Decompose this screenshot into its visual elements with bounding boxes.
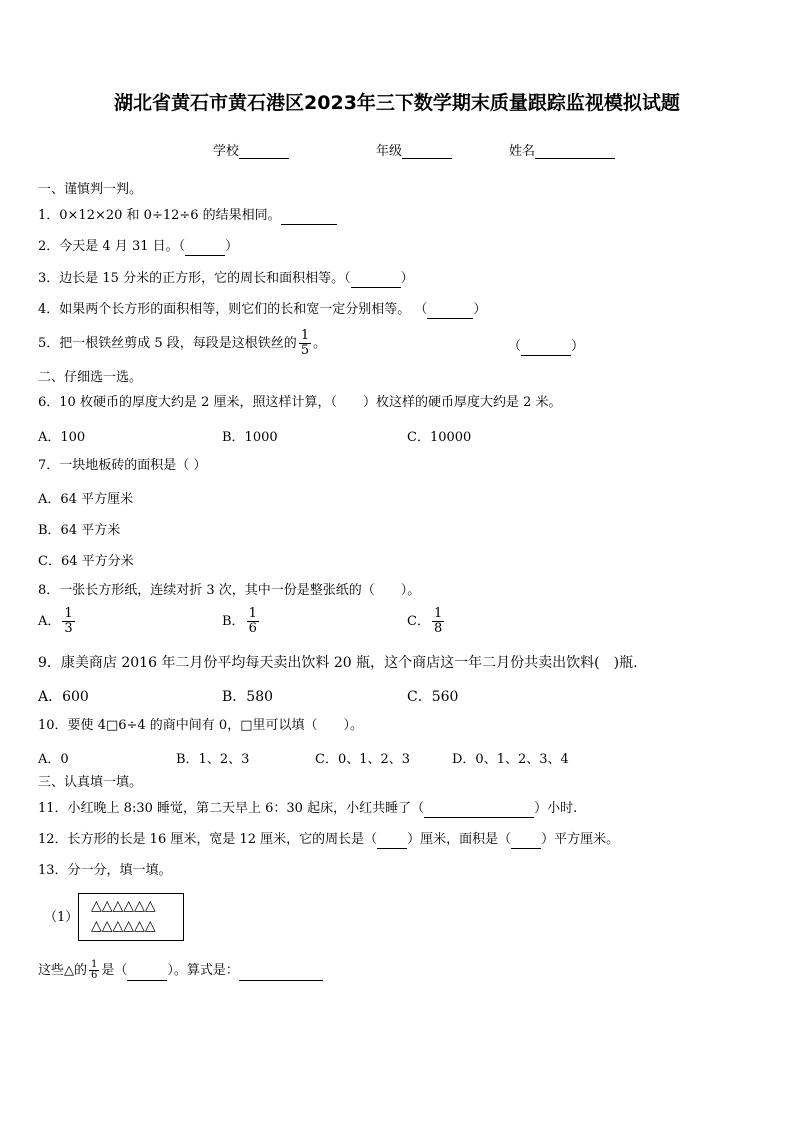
answer-5-open: （ — [508, 339, 522, 354]
section-heading-3: 三、认真填一填。 — [38, 775, 143, 790]
q6-option-b[interactable]: B．1000 — [222, 430, 278, 445]
question-13-part-label: （1） — [44, 910, 79, 925]
fraction-numerator: 1 — [64, 606, 73, 621]
q10-option-a[interactable]: A．0 — [38, 752, 69, 767]
answer-blank-11[interactable] — [424, 805, 534, 818]
question-11-text: 11．小红晚上 8:30 睡觉，第二天早上 6：30 起床，小红共睡了（ — [38, 801, 425, 816]
question-13-text-b: 是（ — [101, 963, 128, 978]
answer-5 — [508, 338, 584, 356]
grade-field[interactable] — [376, 140, 452, 159]
q8-option-c-label: C． — [407, 614, 430, 629]
q9-option-c[interactable]: C．560 — [407, 689, 459, 705]
answer-blank-13-formula[interactable] — [239, 968, 323, 981]
question-5 — [38, 329, 326, 358]
fraction-numerator: 1 — [248, 606, 257, 621]
page-title: 湖北省黄石市黄石港区2023年三下数学期末质量跟踪监视模拟试题 — [114, 92, 680, 114]
q6-option-c[interactable]: C．10000 — [407, 430, 472, 445]
q8-option-a-label: A． — [38, 614, 61, 629]
question-4 — [38, 301, 486, 319]
triangle-row-1: △△△△△△ — [91, 898, 156, 914]
q9-option-a[interactable]: A．600 — [38, 689, 89, 705]
question-13-text-a: 这些△的 — [38, 963, 87, 978]
grade-label: 年级 — [376, 144, 403, 159]
name-field[interactable] — [509, 140, 615, 159]
question-1 — [38, 207, 337, 225]
answer-blank-12-area[interactable] — [511, 836, 541, 849]
question-3-end: ） — [400, 271, 414, 286]
q7-option-b[interactable]: B．64 平方米 — [38, 523, 121, 538]
question-4-end: ） — [473, 302, 487, 317]
fraction-one-fifth — [299, 329, 311, 358]
fraction-denominator: 3 — [64, 621, 73, 636]
question-5-text: 5．把一根铁丝剪成 5 段，每段是这根铁丝的 — [38, 336, 297, 351]
fraction-numerator: 1 — [433, 606, 443, 621]
question-2 — [38, 238, 238, 256]
question-11 — [38, 800, 577, 818]
question-3 — [38, 270, 414, 288]
question-12 — [38, 831, 619, 849]
q10-option-d[interactable]: D．0、1、2、3、4 — [452, 752, 569, 767]
q7-option-c[interactable]: C．64 平方分米 — [38, 554, 134, 569]
answer-blank-5[interactable] — [521, 343, 571, 356]
answer-blank-3[interactable] — [351, 275, 401, 288]
question-12-text-b: ）厘米，面积是（ — [407, 832, 512, 847]
question-3-text: 3．边长是 15 分米的正方形，它的周长和面积相等。（ — [38, 271, 351, 286]
answer-blank-4[interactable] — [427, 306, 473, 319]
fraction-one-third — [62, 607, 74, 636]
name-blank[interactable] — [535, 144, 615, 159]
q7-option-a[interactable]: A．64 平方厘米 — [38, 492, 134, 507]
fraction-one-sixth — [247, 607, 259, 636]
q9-option-b[interactable]: B．580 — [222, 689, 274, 705]
fraction-denominator: 8 — [433, 621, 443, 636]
q8-option-a[interactable] — [38, 607, 77, 636]
question-8: 8．一张长方形纸，连续对折 3 次，其中一份是整张纸的（ ）。 — [38, 583, 421, 598]
question-7: 7．一块地板砖的面积是（ ） — [38, 458, 207, 473]
question-4-text: 4．如果两个长方形的面积相等，则它们的长和宽一定分别相等。 （ — [38, 302, 428, 317]
answer-blank-1[interactable] — [281, 212, 337, 225]
q8-option-b[interactable] — [222, 607, 261, 636]
name-label: 姓名 — [509, 144, 536, 159]
school-field[interactable] — [213, 140, 289, 159]
question-12-text-a: 12．长方形的长是 16 厘米，宽是 12 厘米，它的周长是（ — [38, 832, 378, 847]
question-13-fill-line — [38, 960, 323, 981]
fraction-denominator: 6 — [248, 621, 257, 636]
answer-blank-13-count[interactable] — [127, 968, 167, 981]
fraction-denominator: 5 — [300, 343, 310, 358]
question-2-text: 2．今天是 4 月 31 日。（ — [38, 239, 186, 254]
question-11-end: ）小时. — [534, 801, 578, 816]
fraction-numerator: 1 — [300, 328, 310, 343]
q8-option-c[interactable] — [407, 607, 446, 636]
school-blank[interactable] — [239, 144, 289, 159]
question-12-text-c: ）平方厘米。 — [541, 832, 620, 847]
q10-option-b[interactable]: B．1、2、3 — [176, 752, 250, 767]
fraction-denominator: 6 — [91, 970, 98, 981]
section-heading-2: 二、仔细选一选。 — [38, 370, 143, 385]
question-13-text-c: ）。算式是： — [167, 963, 239, 978]
fraction-numerator: 1 — [91, 959, 98, 970]
q8-option-b-label: B． — [222, 614, 245, 629]
question-2-end: ） — [225, 239, 239, 254]
grade-blank[interactable] — [402, 144, 452, 159]
section-heading-1: 一、谨慎判一判。 — [38, 182, 143, 197]
question-6: 6．10 枚硬币的厚度大约是 2 厘米，照这样计算，（ ）枚这样的硬币厚度大约是 2 米。 — [38, 395, 562, 410]
question-13: 13．分一分，填一填。 — [38, 863, 172, 878]
triangle-box — [78, 893, 184, 941]
answer-blank-12-perimeter[interactable] — [377, 836, 407, 849]
answer-blank-2[interactable] — [185, 243, 225, 256]
q10-option-c[interactable]: C．0、1、2、3 — [315, 752, 411, 767]
fraction-one-eighth — [432, 607, 444, 636]
triangle-row-2: △△△△△△ — [91, 918, 156, 934]
q6-option-a[interactable]: A．100 — [38, 430, 86, 445]
question-9: 9．康美商店 2016 年二月份平均每天卖出饮料 20 瓶，这个商店这一年二月份共卖出饮料( )瓶. — [38, 655, 638, 671]
question-1-text: 1．0×12×20 和 0÷12÷6 的结果相同。 — [38, 208, 281, 223]
fraction-one-sixth-small — [89, 960, 99, 981]
school-label: 学校 — [213, 144, 240, 159]
question-10: 10．要使 4□6÷4 的商中间有 0，□里可以填（ ）。 — [38, 718, 363, 733]
answer-5-close: ） — [571, 339, 585, 354]
question-5-period: 。 — [313, 336, 327, 351]
